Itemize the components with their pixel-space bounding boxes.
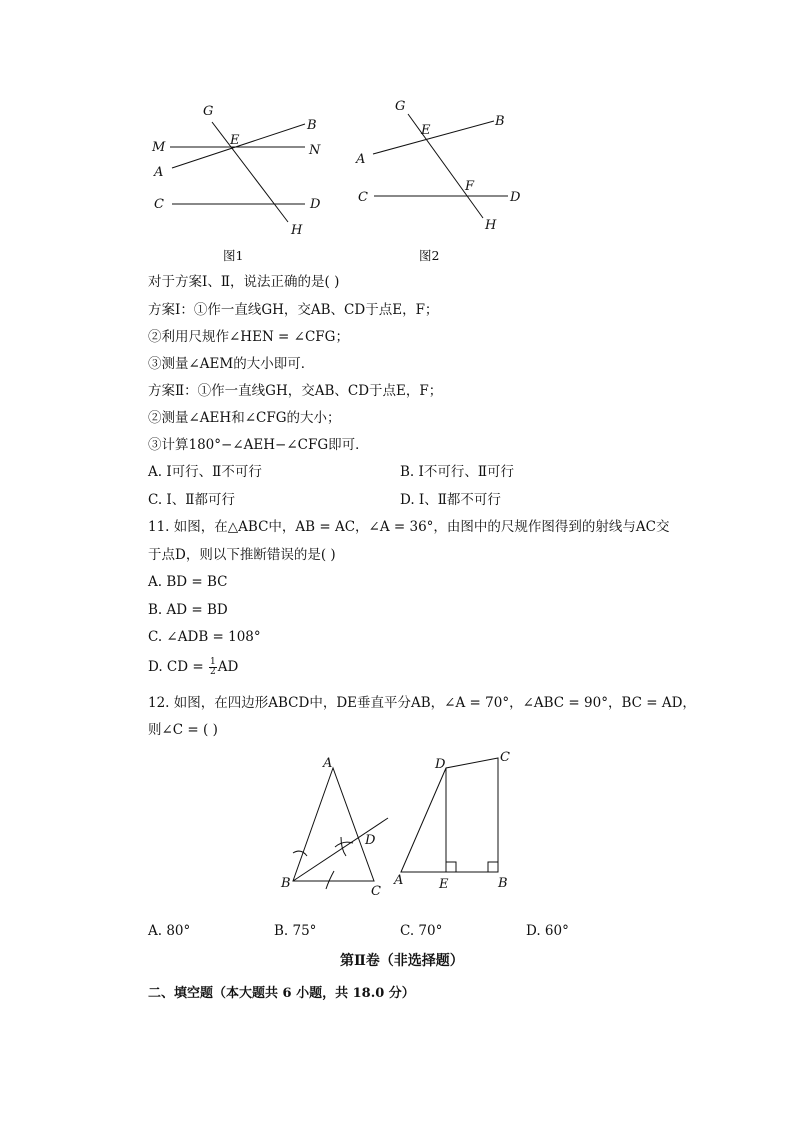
line-gh bbox=[212, 122, 288, 222]
q10-plan2-step3: ③计算180°−∠AEH−∠CFG即可． bbox=[148, 437, 369, 453]
q12-option-c[interactable]: C. 70° bbox=[400, 923, 443, 939]
label-e: E bbox=[230, 133, 240, 148]
q10-stem: 对于方案Ⅰ、Ⅱ，说法正确的是( ) bbox=[148, 274, 340, 290]
figure-2-parallel-lines bbox=[348, 92, 538, 242]
figure-1-caption: 图1 bbox=[223, 248, 244, 263]
label-b: B bbox=[495, 114, 505, 129]
fraction-one-half bbox=[209, 658, 217, 677]
label-a: A bbox=[154, 165, 164, 180]
label-b: B bbox=[307, 118, 317, 133]
label-d: D bbox=[510, 190, 521, 205]
label-a: A bbox=[394, 873, 404, 888]
label-d: D bbox=[435, 757, 446, 772]
label-g: G bbox=[395, 99, 406, 114]
figure-1-parallel-lines bbox=[140, 95, 340, 270]
fraction-numerator: 1 bbox=[209, 657, 216, 667]
label-c: C bbox=[154, 197, 164, 212]
label-a: A bbox=[356, 152, 366, 167]
arc-mark-2 bbox=[326, 871, 334, 889]
section-title: 第Ⅱ卷（非选择题） bbox=[340, 953, 464, 969]
label-a: A bbox=[323, 756, 333, 771]
q12-option-b[interactable]: B. 75° bbox=[274, 923, 317, 939]
label-e: E bbox=[439, 877, 449, 892]
label-g: G bbox=[203, 104, 214, 119]
section-part-heading: 二、填空题（本大题共 6 小题，共 18.0 分） bbox=[148, 986, 415, 1001]
q11-option-d[interactable] bbox=[148, 658, 238, 677]
figure-quadrilateral bbox=[388, 748, 518, 896]
q10-option-c[interactable]: C. Ⅰ、Ⅱ都可行 bbox=[148, 492, 235, 508]
q12-option-a[interactable]: A. 80° bbox=[148, 923, 191, 939]
q10-option-d[interactable]: D. Ⅰ、Ⅱ都不可行 bbox=[400, 492, 501, 508]
q11-stem-line1: 11. 如图，在△ABC中，AB = AC，∠A = 36°，由图中的尺规作图得到的射线与AC交 bbox=[148, 519, 670, 535]
label-e: E bbox=[421, 123, 431, 138]
triangle-abc bbox=[293, 768, 374, 881]
label-d: D bbox=[310, 197, 321, 212]
q11-option-d-prefix: D. CD = bbox=[148, 659, 208, 675]
label-n: N bbox=[309, 143, 321, 158]
label-c: C bbox=[358, 190, 368, 205]
q10-plan1-step1: 方案Ⅰ：①作一直线GH，交AB、CD于点E，F； bbox=[148, 302, 439, 318]
ray-bd bbox=[293, 818, 388, 881]
line-gh bbox=[408, 114, 483, 218]
q10-plan2-step2: ②测量∠AEH和∠CFG的大小； bbox=[148, 410, 341, 426]
label-c: C bbox=[371, 884, 381, 899]
q10-option-b[interactable]: B. Ⅰ不可行、Ⅱ可行 bbox=[400, 464, 515, 480]
label-b: B bbox=[498, 876, 508, 891]
q11-stem-line2: 于点D，则以下推断错误的是( ) bbox=[148, 547, 336, 563]
label-h: H bbox=[485, 218, 497, 233]
q11-option-c[interactable]: C. ∠ADB = 108° bbox=[148, 629, 261, 645]
arc-mark-3 bbox=[335, 842, 353, 847]
q11-option-a[interactable]: A. BD = BC bbox=[148, 574, 228, 590]
label-d: D bbox=[365, 833, 376, 848]
q12-stem-line1: 12. 如图，在四边形ABCD中，DE垂直平分AB，∠A = 70°，∠ABC = 90°，BC = AD， bbox=[148, 695, 696, 711]
q11-option-d-suffix: AD bbox=[217, 659, 239, 675]
quadrilateral-abcd bbox=[401, 758, 498, 872]
right-angle-mark-b bbox=[488, 862, 498, 872]
label-f: F bbox=[465, 179, 475, 194]
fraction-denominator: 2 bbox=[209, 667, 216, 677]
label-m: M bbox=[152, 140, 166, 155]
label-b: B bbox=[281, 876, 291, 891]
q10-option-a[interactable]: A. Ⅰ可行、Ⅱ不可行 bbox=[148, 464, 262, 480]
label-h: H bbox=[291, 223, 303, 238]
q10-plan1-step2: ②利用尺规作∠HEN = ∠CFG； bbox=[148, 329, 349, 345]
label-c: C bbox=[500, 750, 510, 765]
q10-plan2-step1: 方案Ⅱ：①作一直线GH，交AB、CD于点E，F； bbox=[148, 383, 443, 399]
figure-isosceles-triangle bbox=[275, 752, 400, 900]
q11-option-b[interactable]: B. AD = BD bbox=[148, 602, 228, 618]
figure-2-caption: 图2 bbox=[419, 248, 440, 263]
q10-plan1-step3: ③测量∠AEM的大小即可． bbox=[148, 356, 315, 372]
arc-mark-1 bbox=[293, 851, 307, 856]
q12-option-d[interactable]: D. 60° bbox=[526, 923, 569, 939]
q12-stem-line2: 则∠C = ( ) bbox=[148, 722, 218, 738]
right-angle-mark-e bbox=[446, 862, 456, 872]
